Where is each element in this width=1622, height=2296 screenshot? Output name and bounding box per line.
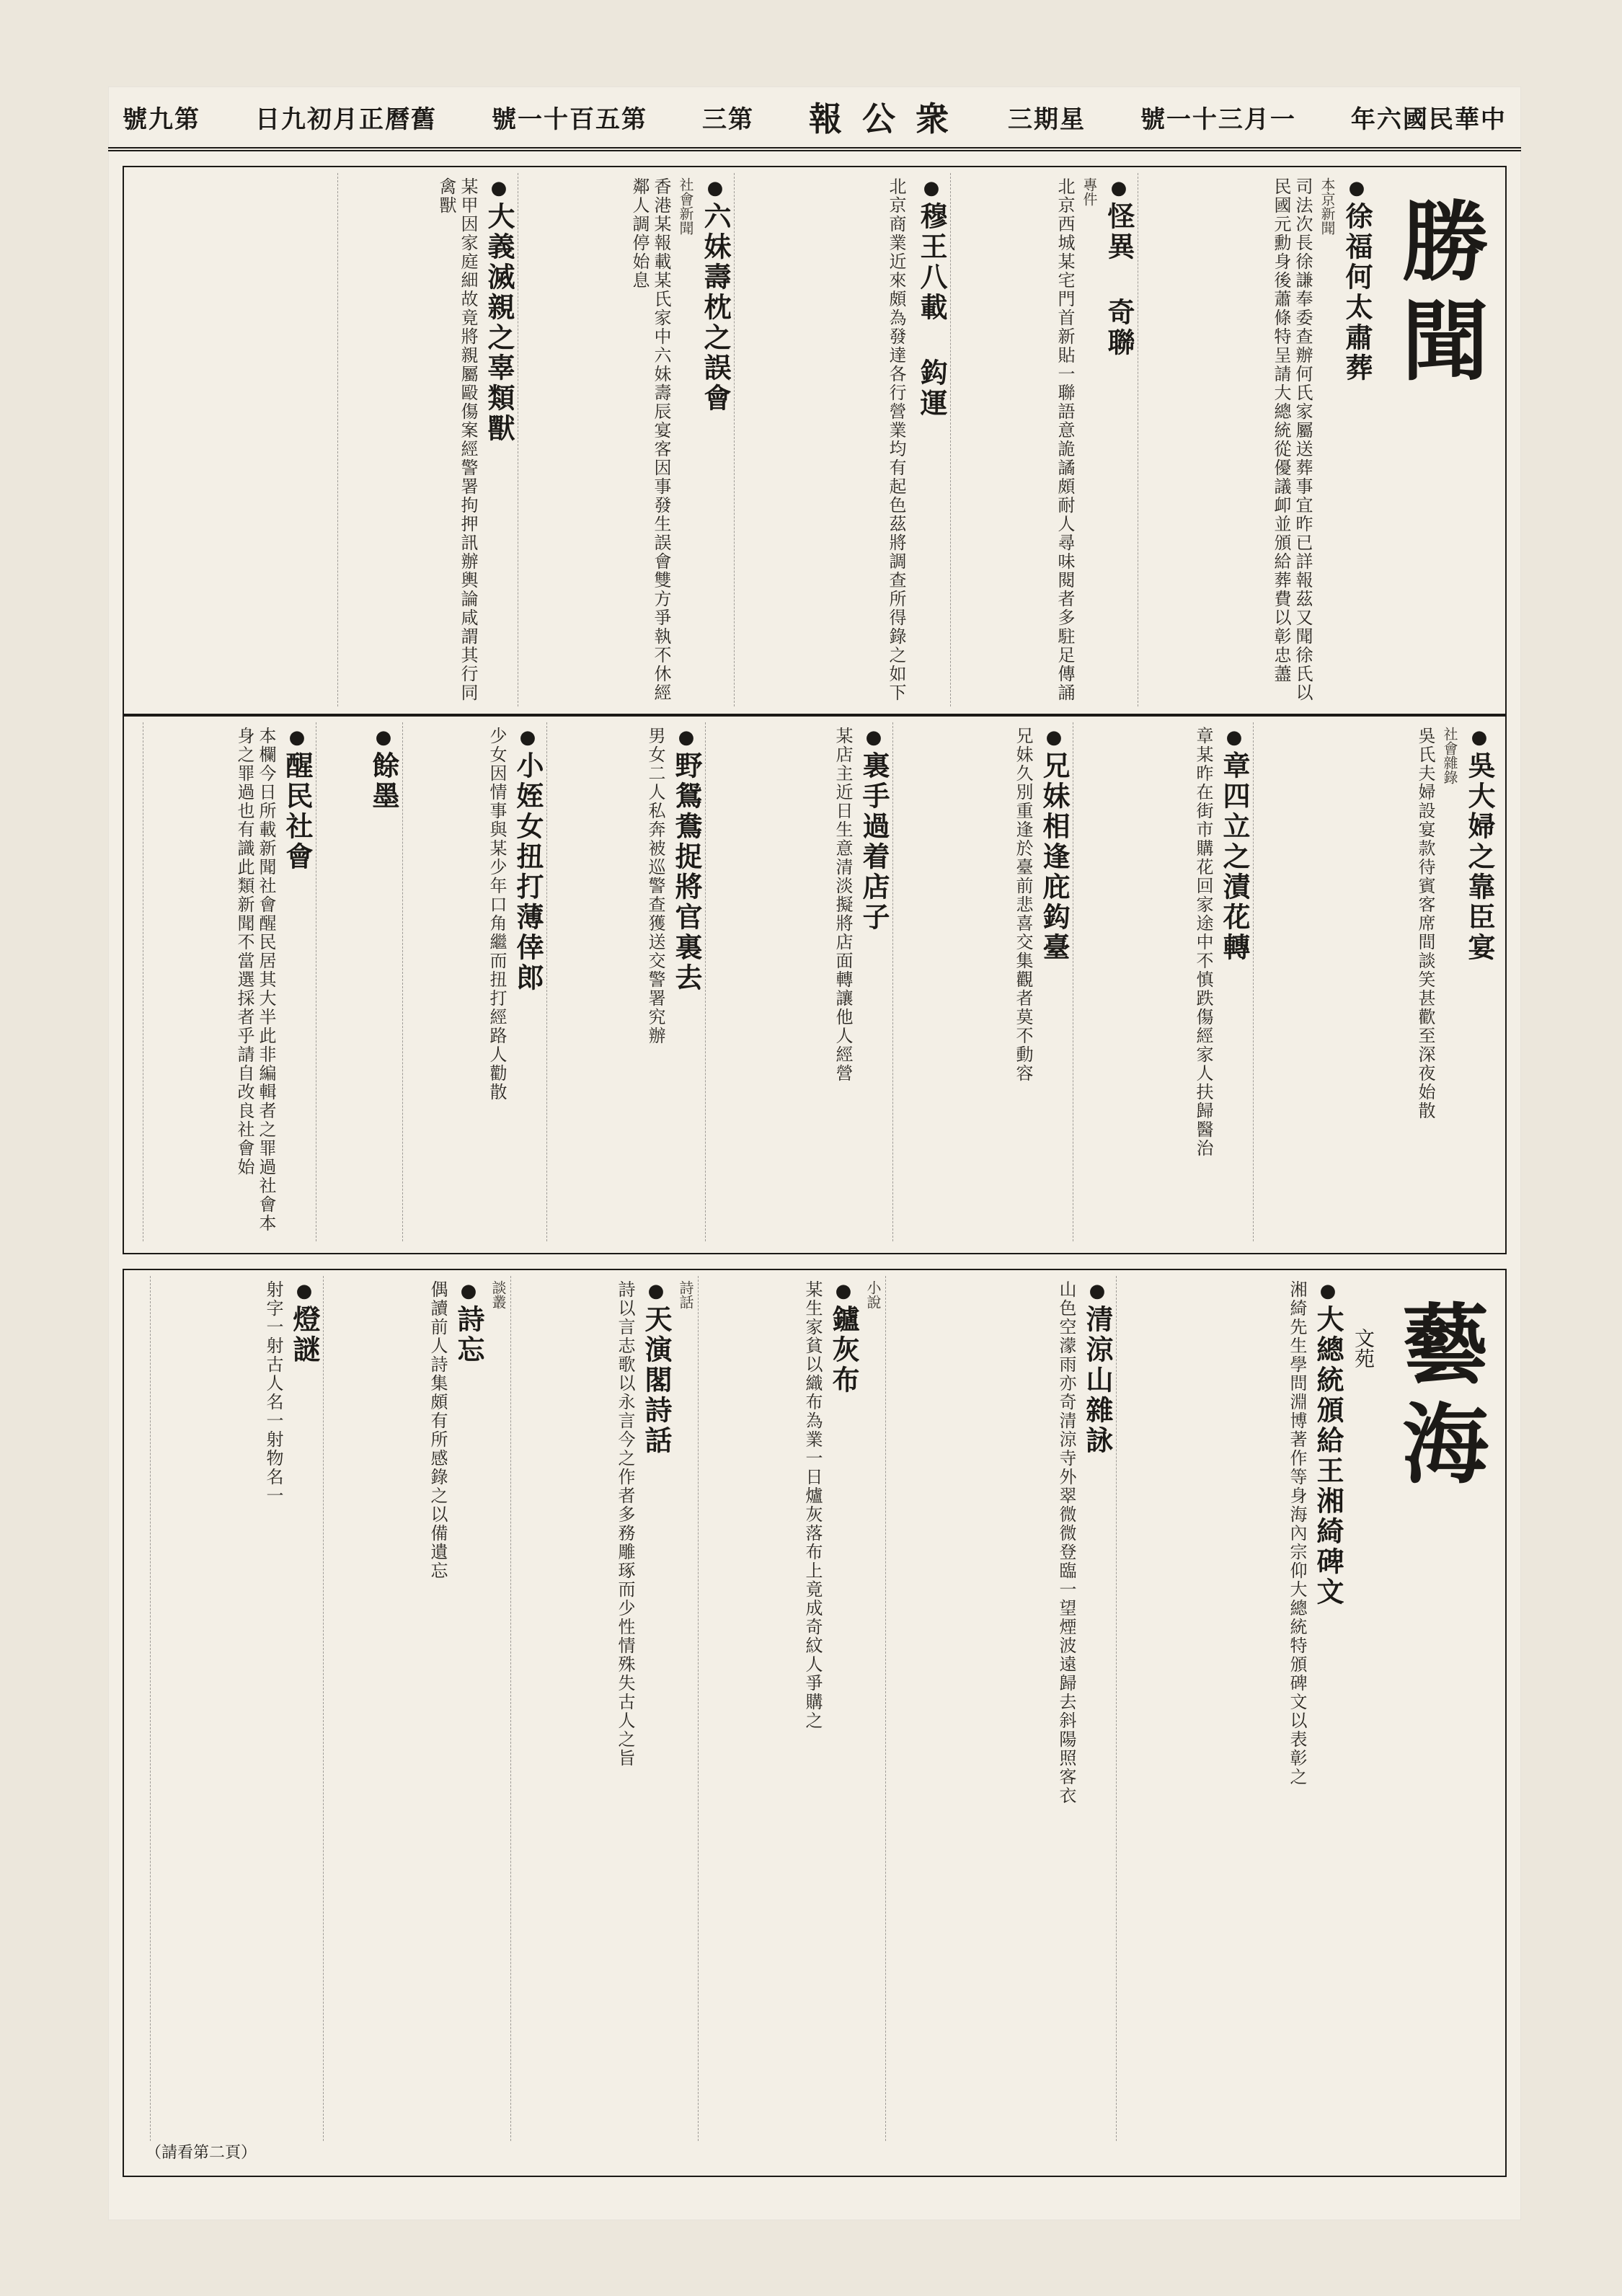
article-headline: ● 燈謎 <box>288 1280 320 2137</box>
article-headline: ● 徐福何太肅葬 <box>1341 177 1373 702</box>
page-number: 三第 <box>701 105 754 134</box>
article-body: 北京商業近來頗為發達各行營業均有起色茲將調查所得錄之如下 <box>886 177 906 702</box>
article-headline: ● 怪異 奇聯 <box>1103 177 1135 702</box>
article-headline: ● 大總統頒給王湘綺碑文 <box>1312 1280 1344 2137</box>
article-byline: 本京新聞 <box>1319 177 1336 235</box>
paper-name: 報 公 衆 <box>808 99 953 138</box>
serial-number: 號一十百五第 <box>491 105 647 134</box>
article-headline: ● 野鴛鴦捉將官裏去 <box>670 727 702 1237</box>
article-byline: 專件 <box>1081 177 1098 206</box>
news-article <box>337 173 518 706</box>
news-section-title: 勝聞 <box>1388 196 1489 395</box>
article-body: 北京西城某宅門首新貼一聯語意詭譎頗耐人尋味閱者多駐足傳誦 <box>1055 177 1075 702</box>
article-body: 吳氏夫婦設宴款待賓客席間談笑甚歡至深夜始散 <box>1415 727 1435 1120</box>
news-section <box>123 166 1507 1254</box>
news-article <box>1073 722 1253 1241</box>
arts-section <box>123 1269 1507 2177</box>
article-byline: 詩話 <box>677 1280 694 1309</box>
arts-article <box>150 1276 323 2141</box>
article-body: 少女因情事與某少年口角繼而扭打經路人勸散 <box>487 727 507 1102</box>
article-headline: ● 吳大婦之靠臣宴 <box>1463 727 1495 1237</box>
article-body: 湘綺先生學問淵博著作等身海內宗仰大總統特頒碑文以表彰之 <box>1287 1280 1307 1786</box>
news-article <box>1253 722 1498 1241</box>
newspaper-page <box>108 87 1521 2220</box>
arts-article <box>323 1276 510 2141</box>
article-headline: ● 餘墨 <box>368 727 399 1237</box>
article-body: 某店主近日生意清淡擬將店面轉讓他人經營 <box>833 727 853 1083</box>
news-article <box>316 722 402 1241</box>
article-body: 本欄今日所載新聞社會醒民居其大半此非編輯者之罪過社會本身之罪過也有識此類新聞不當選採者乎請自改良社會始 <box>234 727 276 1233</box>
news-article <box>950 173 1138 706</box>
arts-article <box>510 1276 698 2141</box>
news-article <box>892 722 1073 1241</box>
news-article <box>518 173 734 706</box>
weekday: 三期星 <box>1007 105 1086 134</box>
news-row-1 <box>136 173 1375 706</box>
article-body: 某甲因家庭細故竟將親屬毆傷案經警署拘押訊辦輿論咸謂其行同禽獸 <box>436 177 478 702</box>
section-divider <box>124 714 1505 717</box>
article-body: 章某昨在街市購花回家途中不慎跌傷經家人扶歸醫治 <box>1193 727 1213 1158</box>
article-byline: 社會新聞 <box>677 177 694 235</box>
article-headline: ● 穆王八載 鈎運 <box>916 177 947 702</box>
arts-section-title: 藝海 <box>1388 1299 1489 1498</box>
masthead <box>108 87 1521 151</box>
article-body: 山色空濛雨亦奇清涼寺外翠微微登臨一望煙波遠歸去斜陽照客衣 <box>1056 1280 1076 1805</box>
article-body: 男女二人私奔被巡警查獲送交警署究辦 <box>645 727 665 1045</box>
article-body: 詩以言志歌以永言今之作者多務雕琢而少性情殊失古人之旨 <box>615 1280 635 1768</box>
arts-article <box>885 1276 1116 2141</box>
news-article <box>1138 173 1375 706</box>
article-headline: ● 大義滅親之辜類獸 <box>483 177 515 702</box>
article-headline: ● 裏手過着店子 <box>858 727 890 1237</box>
article-headline: ● 清涼山雜詠 <box>1081 1280 1113 2137</box>
article-headline: ● 詩忘 <box>453 1280 484 2137</box>
news-article <box>546 722 705 1241</box>
continued-note: （請看第二頁） <box>146 2144 257 2162</box>
arts-columns <box>136 1276 1347 2141</box>
article-body: 香港某報載某氏家中六妹壽辰宴客因事發生誤會雙方爭執不休經鄰人調停始息 <box>629 177 671 702</box>
republic-year: 年六國民華中 <box>1350 105 1507 134</box>
news-article <box>734 173 950 706</box>
article-body: 司法次長徐謙奉委查辦何氏家屬送葬事宜昨已詳報茲又聞徐氏以民國元勳身後蕭條特呈請大總統從優議卹並頒給葬費以彰忠藎 <box>1271 177 1313 702</box>
article-headline: ● 天演閣詩話 <box>640 1280 672 2137</box>
article-headline: ● 六妹壽枕之誤會 <box>699 177 731 702</box>
news-article <box>402 722 546 1241</box>
issue-date: 號一十三月一 <box>1140 105 1296 134</box>
article-headline: ● 鑪灰布 <box>828 1280 859 2137</box>
arts-article <box>1116 1276 1347 2141</box>
article-body: 某生家貧以織布為業一日爐灰落布上竟成奇紋人爭購之 <box>802 1280 823 1730</box>
news-article <box>143 722 316 1241</box>
article-byline: 小說 <box>864 1280 882 1309</box>
issue-label: 號九第 <box>123 105 200 134</box>
article-body: 偶讀前人詩集頗有所感錄之以備遺忘 <box>427 1280 448 1580</box>
news-row-2 <box>136 722 1498 1241</box>
article-headline: ● 兄妹相逢庇鈎臺 <box>1038 727 1070 1237</box>
lunar-date: 日九初月正曆舊 <box>254 105 437 134</box>
arts-subtitle: 文苑 <box>1352 1328 1375 1368</box>
article-body: 兄妹久別重逢於臺前悲喜交集觀者莫不動容 <box>1013 727 1033 1083</box>
article-body: 射字一射古人名一射物名一 <box>263 1280 283 1505</box>
news-article <box>705 722 892 1241</box>
article-headline: ● 醒民社會 <box>281 727 313 1237</box>
article-headline: ● 小姪女扭打薄倖郎 <box>512 727 544 1237</box>
article-headline: ● 章四立之漬花轉 <box>1218 727 1250 1237</box>
article-byline: 社會雜錄 <box>1441 727 1458 784</box>
article-byline: 談叢 <box>489 1280 507 1309</box>
arts-article <box>698 1276 885 2141</box>
